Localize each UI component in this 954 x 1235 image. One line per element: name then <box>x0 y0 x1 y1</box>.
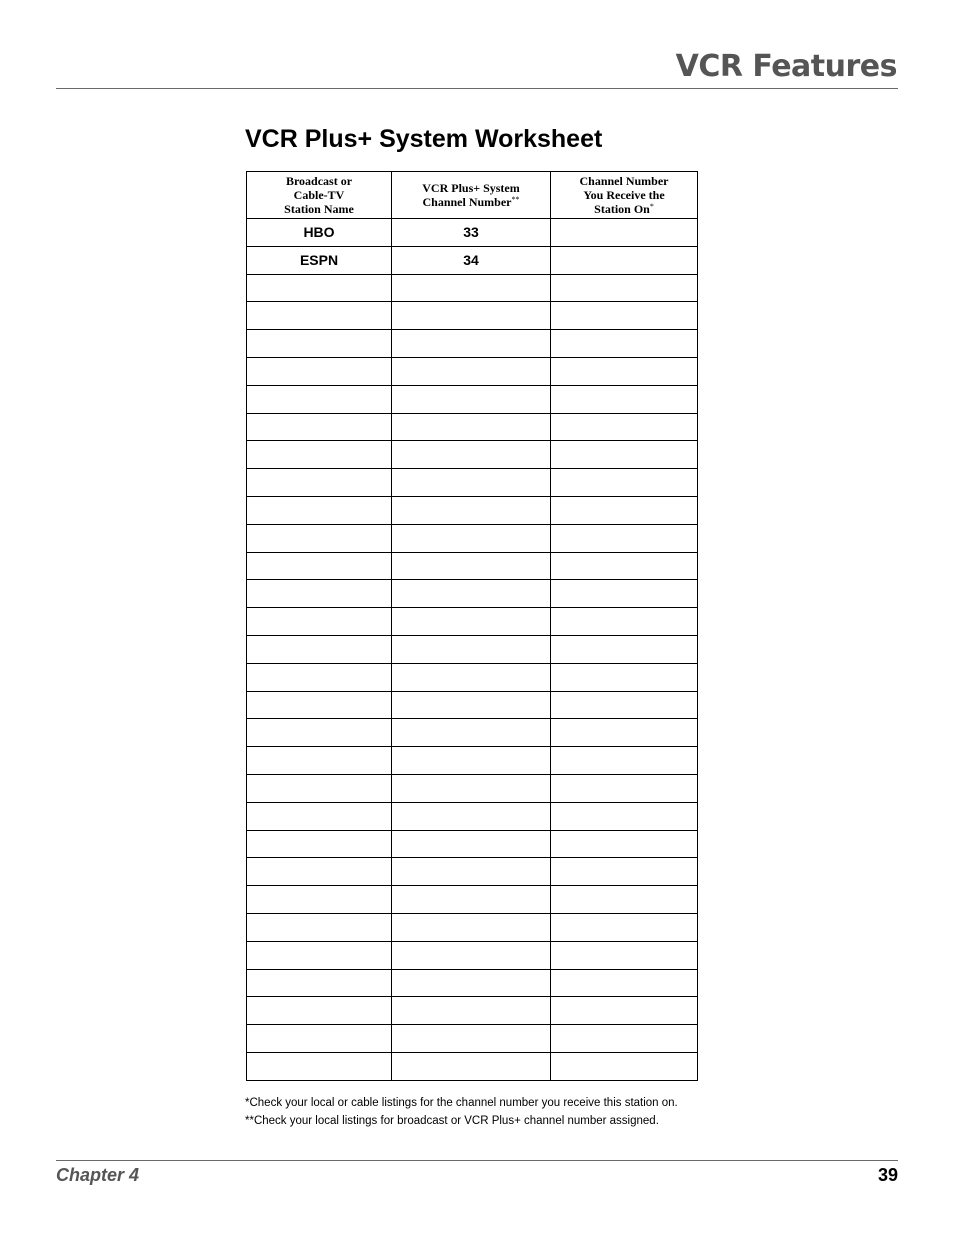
table-cell <box>551 580 698 608</box>
table-row <box>247 413 698 441</box>
table-cell <box>551 302 698 330</box>
section-title: VCR Plus+ System Worksheet <box>245 125 603 153</box>
table-cell <box>392 524 551 552</box>
table-cell <box>392 635 551 663</box>
table-cell: 33 <box>392 219 551 247</box>
column-header-station-name <box>247 172 392 219</box>
table-cell <box>551 997 698 1025</box>
table-cell <box>247 830 392 858</box>
table-cell <box>551 886 698 914</box>
table-row <box>247 774 698 802</box>
table-cell <box>551 274 698 302</box>
table-cell <box>392 357 551 385</box>
table-cell <box>551 608 698 636</box>
table-cell <box>247 330 392 358</box>
table-row <box>247 552 698 580</box>
table-cell <box>392 774 551 802</box>
table-cell <box>247 719 392 747</box>
table-cell <box>247 886 392 914</box>
table-row <box>247 858 698 886</box>
table-cell <box>551 830 698 858</box>
table-row <box>247 1052 698 1080</box>
table-header-row <box>247 172 698 219</box>
table-row <box>247 830 698 858</box>
table-row <box>247 385 698 413</box>
table-cell <box>247 608 392 636</box>
table-cell <box>392 830 551 858</box>
page-header-title: VCR Features <box>675 49 897 84</box>
column-header-label: Channel Number You Receive the Station On <box>579 174 669 216</box>
table-cell <box>551 941 698 969</box>
table-cell <box>247 941 392 969</box>
table-cell <box>247 413 392 441</box>
table-cell <box>247 663 392 691</box>
table-cell <box>392 719 551 747</box>
footnote-received-channel: *Check your local or cable listings for the channel number you receive this station on. <box>245 1097 678 1109</box>
table-cell <box>392 913 551 941</box>
table-cell <box>551 357 698 385</box>
table-cell <box>247 858 392 886</box>
table-cell <box>392 274 551 302</box>
column-header-vcr-plus-channel <box>392 172 551 219</box>
table-row <box>247 747 698 775</box>
table-row <box>247 219 698 247</box>
table-cell <box>247 997 392 1025</box>
table-cell <box>247 774 392 802</box>
table-row <box>247 635 698 663</box>
table-cell <box>392 747 551 775</box>
table-row <box>247 719 698 747</box>
page-number: 39 <box>877 1165 898 1185</box>
table-cell <box>247 802 392 830</box>
table-cell <box>247 441 392 469</box>
table-row <box>247 663 698 691</box>
table-row <box>247 357 698 385</box>
table-cell <box>247 747 392 775</box>
table-row <box>247 886 698 914</box>
table-row <box>247 524 698 552</box>
table-cell <box>392 802 551 830</box>
table-row <box>247 997 698 1025</box>
table-cell <box>247 1025 392 1053</box>
table-cell <box>247 552 392 580</box>
table-cell <box>551 552 698 580</box>
table-cell <box>392 1052 551 1080</box>
table-row <box>247 941 698 969</box>
table-cell <box>551 385 698 413</box>
table-cell <box>392 413 551 441</box>
table-cell <box>392 552 551 580</box>
table-cell <box>392 608 551 636</box>
table-cell: 34 <box>392 246 551 274</box>
table-cell <box>392 330 551 358</box>
header-rule <box>56 88 898 89</box>
worksheet-table <box>246 171 698 1081</box>
table-cell <box>247 969 392 997</box>
table-cell <box>551 469 698 497</box>
table-cell <box>551 719 698 747</box>
table-cell <box>392 997 551 1025</box>
column-header-received-channel <box>551 172 698 219</box>
worksheet-body <box>247 219 698 1081</box>
table-row <box>247 913 698 941</box>
table-cell <box>247 580 392 608</box>
table-cell <box>551 802 698 830</box>
table-cell <box>247 1052 392 1080</box>
table-cell <box>247 496 392 524</box>
table-row <box>247 274 698 302</box>
table-row <box>247 802 698 830</box>
table-cell <box>551 663 698 691</box>
footer-chapter: Chapter 4 <box>56 1165 140 1185</box>
table-cell <box>551 913 698 941</box>
table-cell <box>392 580 551 608</box>
table-row <box>247 330 698 358</box>
table-cell: ESPN <box>247 246 392 274</box>
table-cell <box>551 691 698 719</box>
table-cell <box>392 941 551 969</box>
table-row <box>247 469 698 497</box>
table-cell <box>247 357 392 385</box>
table-cell <box>247 691 392 719</box>
table-cell <box>392 691 551 719</box>
footnote-marker: ** <box>511 195 520 204</box>
table-cell <box>247 274 392 302</box>
table-row <box>247 496 698 524</box>
table-cell <box>551 774 698 802</box>
table-row <box>247 608 698 636</box>
footer-rule <box>56 1160 898 1161</box>
column-header-label: Broadcast or Cable-TV Station Name <box>284 174 354 216</box>
table-cell <box>551 330 698 358</box>
table-row <box>247 302 698 330</box>
table-cell: HBO <box>247 219 392 247</box>
column-header-label: VCR Plus+ System Channel Number <box>422 181 520 209</box>
table-row <box>247 441 698 469</box>
table-cell <box>392 302 551 330</box>
table-cell <box>247 469 392 497</box>
table-cell <box>392 496 551 524</box>
table-cell <box>551 1025 698 1053</box>
table-cell <box>392 858 551 886</box>
table-cell <box>551 413 698 441</box>
table-cell <box>247 635 392 663</box>
table-cell <box>392 385 551 413</box>
table-row <box>247 1025 698 1053</box>
table-cell <box>247 385 392 413</box>
table-cell <box>247 302 392 330</box>
table-row <box>247 969 698 997</box>
table-cell <box>392 441 551 469</box>
table-cell <box>551 441 698 469</box>
table-cell <box>551 219 698 247</box>
table-row <box>247 580 698 608</box>
footnote-vcr-plus-channel: **Check your local listings for broadcast or VCR Plus+ channel number assigned. <box>245 1115 659 1127</box>
table-cell <box>392 663 551 691</box>
table-row <box>247 691 698 719</box>
table-cell <box>551 496 698 524</box>
table-cell <box>392 886 551 914</box>
table-cell <box>551 635 698 663</box>
table-cell <box>392 969 551 997</box>
table-row <box>247 246 698 274</box>
table-cell <box>247 524 392 552</box>
table-cell <box>392 1025 551 1053</box>
table-cell <box>247 913 392 941</box>
table-cell <box>551 858 698 886</box>
footnote-marker: * <box>649 202 654 211</box>
table-cell <box>551 969 698 997</box>
table-cell <box>392 469 551 497</box>
table-cell <box>551 1052 698 1080</box>
table-cell <box>551 524 698 552</box>
table-cell <box>551 246 698 274</box>
table-cell <box>551 747 698 775</box>
